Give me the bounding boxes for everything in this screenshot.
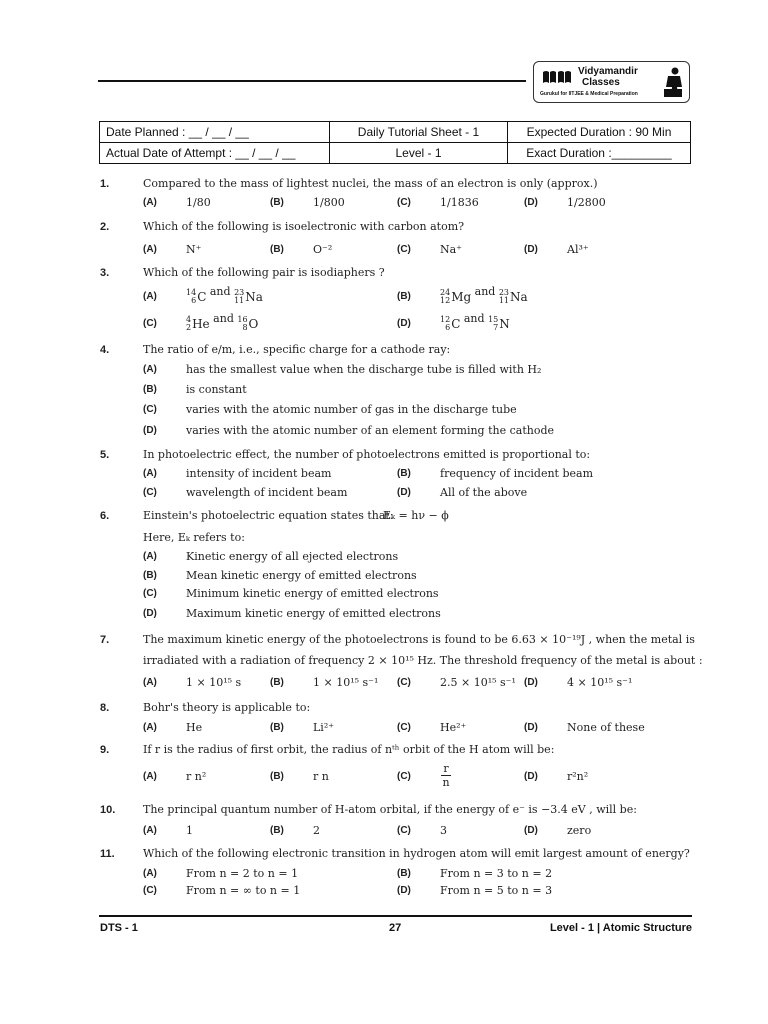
option-iso-pair-c: 4 2 He and 16 8 O (186, 312, 259, 332)
question-number: 2. (100, 221, 110, 233)
question-number: 1. (100, 178, 110, 190)
option-label: (B) (397, 468, 411, 479)
option-text: From n = ∞ to n = 1 (186, 884, 301, 897)
option-text: 1/1836 (440, 196, 479, 209)
option-label: (C) (143, 318, 157, 329)
option-label: (B) (270, 677, 284, 688)
option-text: Na⁺ (440, 243, 462, 256)
page-number: 27 (389, 922, 402, 934)
footer-sheet-id: DTS - 1 (100, 922, 138, 934)
option-iso-pair-d: 12 6 C and 15 7 N (440, 312, 510, 332)
option-text: Li²⁺ (313, 721, 335, 734)
exact-duration: Exact Duration :_________ (508, 143, 691, 164)
option-label: (A) (143, 244, 157, 255)
option-text: Minimum kinetic energy of emitted electrons (186, 587, 439, 600)
question-number: 6. (100, 510, 110, 522)
option-label: (A) (143, 722, 157, 733)
question-text: Einstein's photoelectric equation states that: (143, 509, 394, 522)
option-text: Al³⁺ (567, 243, 589, 256)
option-text: 4 × 10¹⁵ s⁻¹ (567, 676, 633, 689)
option-label: (A) (143, 677, 157, 688)
option-label: (A) (143, 551, 157, 562)
option-label: (C) (397, 677, 411, 688)
option-text: 1 × 10¹⁵ s (186, 676, 242, 689)
question-text: The principal quantum number of H-atom orbital, if the energy of e⁻ is −3.4 eV , will be: (143, 803, 637, 816)
question-text: Which of the following electronic transition in hydrogen atom will emit largest amount of energy? (143, 847, 690, 860)
question-text: Which of the following is isoelectronic with carbon atom? (143, 220, 465, 233)
option-text: Maximum kinetic energy of emitted electrons (186, 607, 441, 620)
option-text: From n = 2 to n = 1 (186, 867, 299, 880)
question-number: 8. (100, 702, 110, 714)
option-text: r n² (186, 770, 207, 783)
question-number: 11. (100, 848, 115, 860)
option-text: He²⁺ (440, 721, 467, 734)
question-number: 3. (100, 267, 110, 279)
option-label: (C) (143, 588, 157, 599)
reading-man-icon (662, 65, 684, 99)
option-text: varies with the atomic number of an element forming the cathode (186, 424, 555, 437)
option-label: (D) (524, 771, 538, 782)
option-label: (C) (397, 244, 411, 255)
sheet-header-table (99, 121, 691, 164)
question-text: In photoelectric effect, the number of photoelectrons emitted is proportional to: (143, 448, 591, 461)
option-label: (D) (397, 318, 411, 329)
option-label: (C) (143, 487, 157, 498)
option-text: N⁺ (186, 243, 202, 256)
option-label: (D) (524, 197, 538, 208)
option-text: All of the above (440, 486, 528, 499)
option-iso-pair-a: 14 6 C and 23 11 Na (186, 285, 263, 305)
question-number: 9. (100, 744, 110, 756)
question-text-cont: irradiated with a radiation of frequency 2 × 10¹⁵ Hz. The threshold frequency of the metal is about : (143, 654, 703, 667)
option-text: 1/80 (186, 196, 211, 209)
option-fraction: $\frac{r}{n}$ (442, 762, 450, 789)
question-text: The ratio of e/m, i.e., specific charge for a cathode ray: (143, 343, 451, 356)
option-label: (D) (524, 722, 538, 733)
option-label: (C) (143, 404, 157, 415)
option-text: 1/2800 (567, 196, 606, 209)
option-label: (B) (397, 868, 411, 879)
question-subtext: Here, Eₖ refers to: (143, 531, 245, 544)
sheet-level: Level - 1 (330, 143, 508, 164)
option-label: (D) (397, 885, 411, 896)
option-label: (B) (270, 825, 284, 836)
option-text: Kinetic energy of all ejected electrons (186, 550, 399, 563)
option-label: (C) (397, 825, 411, 836)
option-label: (C) (397, 771, 411, 782)
option-label: (B) (270, 771, 284, 782)
books-icon (542, 70, 572, 84)
option-text: varies with the atomic number of gas in the discharge tube (186, 403, 517, 416)
option-text: intensity of incident beam (186, 467, 332, 480)
option-text: 1 × 10¹⁵ s⁻¹ (313, 676, 379, 689)
option-text: None of these (567, 721, 645, 734)
option-text: zero (567, 824, 592, 837)
option-label: (B) (143, 384, 157, 395)
option-text: wavelength of incident beam (186, 486, 348, 499)
option-text: frequency of incident beam (440, 467, 593, 480)
header-rule (98, 80, 526, 82)
option-label: (B) (143, 570, 157, 581)
option-label: (D) (397, 487, 411, 498)
option-label: (A) (143, 468, 157, 479)
question-text: Compared to the mass of lightest nuclei, the mass of an electron is only (approx.) (143, 177, 598, 190)
question-number: 7. (100, 634, 110, 646)
option-label: (A) (143, 197, 157, 208)
question-number: 5. (100, 449, 110, 461)
footer-rule (99, 915, 692, 917)
option-label: (A) (143, 868, 157, 879)
option-text: 1/800 (313, 196, 345, 209)
option-text: has the smallest value when the discharge tube is filled with H₂ (186, 363, 542, 376)
logo-name-line2: Classes (582, 77, 620, 88)
option-label: (D) (524, 677, 538, 688)
option-label: (B) (270, 722, 284, 733)
question-number: 10. (100, 804, 116, 816)
option-text: O⁻² (313, 243, 333, 256)
option-text: 3 (440, 824, 447, 837)
question-text: Which of the following pair is isodiaphers ? (143, 266, 385, 279)
logo-name-line1: Vidyamandir (578, 66, 638, 77)
sheet-title: Daily Tutorial Sheet - 1 (330, 122, 508, 143)
option-label: (A) (143, 291, 157, 302)
option-label: (A) (143, 364, 157, 375)
footer-topic: Level - 1 | Atomic Structure (549, 922, 692, 934)
option-label: (D) (524, 825, 538, 836)
option-text: 2 (313, 824, 320, 837)
equation: Eₖ = hν − ϕ (383, 509, 449, 522)
option-text: From n = 5 to n = 3 (440, 884, 553, 897)
option-label: (B) (270, 244, 284, 255)
logo-tagline: Gurukul for IITJEE & Medical Preparation (540, 91, 638, 97)
option-iso-pair-b: 24 12 Mg and 23 11 Na (440, 285, 528, 305)
question-text: The maximum kinetic energy of the photoelectrons is found to be 6.63 × 10⁻¹⁹J , when the metal is (143, 633, 695, 646)
option-label: (C) (143, 885, 157, 896)
option-text: He (186, 721, 203, 734)
logo-name (578, 66, 638, 88)
vidyamandir-logo (533, 61, 690, 103)
option-text: 2.5 × 10¹⁵ s⁻¹ (440, 676, 516, 689)
option-text: From n = 3 to n = 2 (440, 867, 553, 880)
option-label: (D) (524, 244, 538, 255)
question-text: If r is the radius of first orbit, the radius of nᵗʰ orbit of the H atom will be: (143, 743, 555, 756)
option-label: (B) (270, 197, 284, 208)
option-text: Mean kinetic energy of emitted electrons (186, 569, 417, 582)
question-number: 4. (100, 344, 110, 356)
option-text: r²n² (567, 770, 589, 783)
option-label: (C) (397, 722, 411, 733)
option-label: (B) (397, 291, 411, 302)
option-text: 1 (186, 824, 193, 837)
option-label: (D) (143, 608, 157, 619)
option-label: (C) (397, 197, 411, 208)
actual-date: Actual Date of Attempt : __ / __ / __ (100, 143, 330, 164)
expected-duration: Expected Duration : 90 Min (508, 122, 691, 143)
option-text: is constant (186, 383, 247, 396)
question-text: Bohr's theory is applicable to: (143, 701, 311, 714)
option-label: (A) (143, 825, 157, 836)
option-label: (A) (143, 771, 157, 782)
option-label: (D) (143, 425, 157, 436)
option-text: r n (313, 770, 329, 783)
date-planned: Date Planned : __ / __ / __ (100, 122, 330, 143)
